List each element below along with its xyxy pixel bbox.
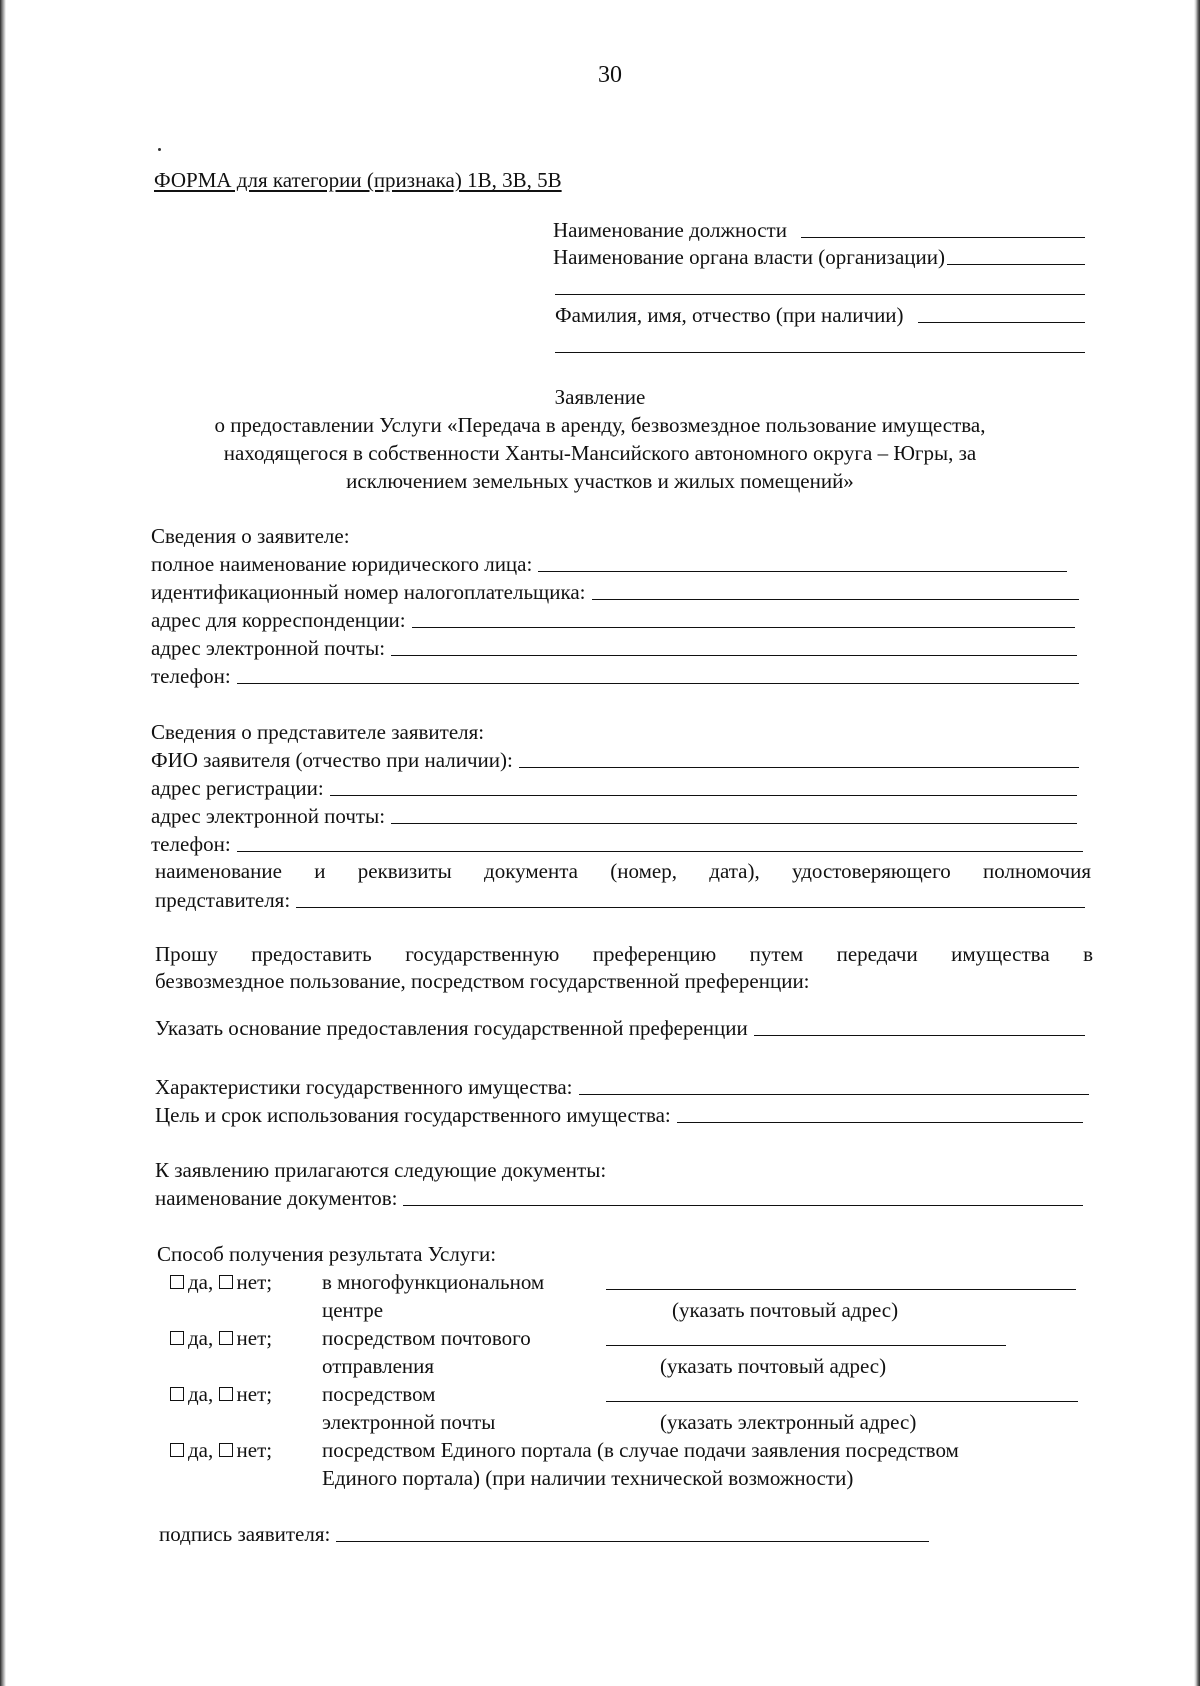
scan-speck	[158, 148, 161, 151]
signature-label: подпись заявителя:	[159, 1522, 331, 1546]
option-email-yes-checkbox[interactable]	[170, 1387, 184, 1401]
yes-label: да,	[188, 1438, 214, 1462]
representative-phone-label: телефон:	[151, 832, 231, 856]
applicant-phone-field[interactable]	[237, 683, 1079, 684]
organ-field-continuation[interactable]	[555, 294, 1085, 295]
option-post-line-2: отправления	[322, 1354, 435, 1378]
applicant-inn-label: идентификационный номер налогоплательщика:	[151, 580, 586, 604]
attachments-header: К заявлению прилагаются следующие документы:	[155, 1158, 607, 1182]
representative-fio-field[interactable]	[519, 767, 1079, 768]
applicant-header: Сведения о заявителе:	[151, 524, 350, 548]
yes-label: да,	[188, 1270, 214, 1294]
option-mfc-choice	[170, 1269, 272, 1295]
applicant-row-inn	[151, 579, 1079, 605]
representative-address-label: адрес регистрации:	[151, 776, 324, 800]
basis-row	[155, 1015, 1085, 1041]
option-portal-no-checkbox[interactable]	[219, 1443, 233, 1457]
fio-addressee-continuation[interactable]	[555, 352, 1085, 353]
option-mfc-line-2: центре	[322, 1298, 384, 1322]
applicant-phone-label: телефон:	[151, 664, 231, 688]
request-line-2: безвозмездное пользование, посредством государственной преференции:	[155, 969, 810, 993]
option-portal-line-1: посредством Единого портала (в случае подачи заявления посредством	[322, 1438, 959, 1462]
position-row	[553, 217, 1085, 243]
statement-subtitle-line-1: о предоставлении Услуги «Передача в аренду, безвозмездное пользование имущества,	[214, 413, 986, 437]
option-mfc-yes-checkbox[interactable]	[170, 1275, 184, 1289]
statement-subtitle-line-3: исключением земельных участков и жилых помещений»	[346, 469, 854, 493]
organ-label: Наименование органа власти (организации)	[553, 245, 945, 269]
yes-label: да,	[188, 1382, 214, 1406]
representative-row-phone	[151, 831, 1083, 857]
organ-field[interactable]	[947, 264, 1085, 265]
purpose-label: Цель и срок использования государственного имущества:	[155, 1103, 671, 1127]
statement-subtitle-line-2: находящегося в собственности Ханты-Мансийского автономного округа – Югры, за	[223, 441, 977, 465]
signature-field[interactable]	[336, 1541, 929, 1542]
request-line-1: Прошу предоставить государственную преференцию путем передачи имущества в	[155, 942, 1093, 966]
option-email-hint: (указать электронный адрес)	[660, 1410, 917, 1434]
option-portal-choice	[170, 1437, 272, 1463]
applicant-address-label: адрес для корреспонденции:	[151, 608, 406, 632]
applicant-inn-field[interactable]	[592, 599, 1079, 600]
no-label: нет;	[236, 1270, 273, 1294]
applicant-row-phone	[151, 663, 1079, 689]
representative-doc-line-1: наименование и реквизиты документа (номер, дата), удостоверяющего полномочия	[155, 859, 1091, 883]
applicant-email-label: адрес электронной почты:	[151, 636, 386, 660]
characteristics-row	[155, 1074, 1089, 1100]
applicant-address-field[interactable]	[412, 627, 1075, 628]
representative-address-field[interactable]	[330, 795, 1077, 796]
representative-doc-field[interactable]	[296, 907, 1085, 908]
characteristics-field[interactable]	[579, 1094, 1090, 1095]
option-post-line-1: посредством почтового	[322, 1326, 531, 1350]
option-mfc-no-checkbox[interactable]	[219, 1275, 233, 1289]
organ-row	[553, 244, 1085, 270]
option-email-line-2: электронной почты	[322, 1410, 496, 1434]
option-portal-line-2: Единого портала) (при наличии технической возможности)	[322, 1466, 854, 1490]
option-mfc-address-field[interactable]	[606, 1289, 1076, 1290]
option-email-choice	[170, 1381, 272, 1407]
no-label: нет;	[236, 1438, 273, 1462]
no-label: нет;	[236, 1382, 273, 1406]
attachments-field[interactable]	[403, 1205, 1083, 1206]
purpose-row	[155, 1102, 1083, 1128]
representative-row-address	[151, 775, 1077, 801]
page-number: 30	[598, 62, 622, 88]
option-post-hint: (указать почтовый адрес)	[660, 1354, 887, 1378]
no-label: нет;	[236, 1326, 273, 1350]
applicant-row-address	[151, 607, 1075, 633]
option-email-no-checkbox[interactable]	[219, 1387, 233, 1401]
scan-edge-right	[1194, 0, 1200, 1686]
applicant-email-field[interactable]	[391, 655, 1077, 656]
option-mfc-hint: (указать почтовый адрес)	[672, 1298, 899, 1322]
applicant-name-field[interactable]	[538, 571, 1067, 572]
applicant-name-label: полное наименование юридического лица:	[151, 552, 533, 576]
applicant-row-email	[151, 635, 1077, 661]
representative-email-label: адрес электронной почты:	[151, 804, 386, 828]
representative-fio-label: ФИО заявителя (отчество при наличии):	[151, 748, 513, 772]
basis-label: Указать основание предоставления государственной преференции	[155, 1016, 748, 1040]
option-post-choice	[170, 1325, 272, 1351]
attachments-label: наименование документов:	[155, 1186, 398, 1210]
option-post-yes-checkbox[interactable]	[170, 1331, 184, 1345]
representative-row-doc	[155, 887, 1085, 913]
position-field[interactable]	[801, 237, 1085, 238]
representative-row-email	[151, 803, 1077, 829]
fio-addressee-row	[555, 302, 1085, 328]
option-mfc-line-1: в многофункциональном	[322, 1270, 545, 1294]
fio-addressee-field[interactable]	[918, 322, 1085, 323]
representative-doc-label: представителя:	[155, 888, 291, 912]
basis-field[interactable]	[754, 1035, 1085, 1036]
attachments-row	[155, 1185, 1083, 1211]
scan-edge-left	[0, 0, 6, 1686]
yes-label: да,	[188, 1326, 214, 1350]
option-post-no-checkbox[interactable]	[219, 1331, 233, 1345]
result-method-header: Способ получения результата Услуги:	[157, 1242, 497, 1266]
representative-header: Сведения о представителе заявителя:	[151, 720, 485, 744]
fio-addressee-label: Фамилия, имя, отчество (при наличии)	[555, 303, 904, 327]
option-post-address-field[interactable]	[606, 1345, 1006, 1346]
characteristics-label: Характеристики государственного имущества:	[155, 1075, 573, 1099]
form-title: ФОРМА для категории (признака) 1В, 3В, 5В	[154, 168, 562, 192]
representative-row-fio	[151, 747, 1079, 773]
representative-email-field[interactable]	[391, 823, 1077, 824]
position-label: Наименование должности	[553, 218, 787, 242]
statement-title: Заявление	[554, 385, 646, 409]
option-portal-yes-checkbox[interactable]	[170, 1443, 184, 1457]
representative-phone-field[interactable]	[237, 851, 1083, 852]
option-email-line-1: посредством	[322, 1382, 436, 1406]
applicant-row-name	[151, 551, 1067, 577]
option-email-address-field[interactable]	[606, 1401, 1078, 1402]
purpose-field[interactable]	[677, 1122, 1083, 1123]
signature-row	[159, 1521, 929, 1547]
